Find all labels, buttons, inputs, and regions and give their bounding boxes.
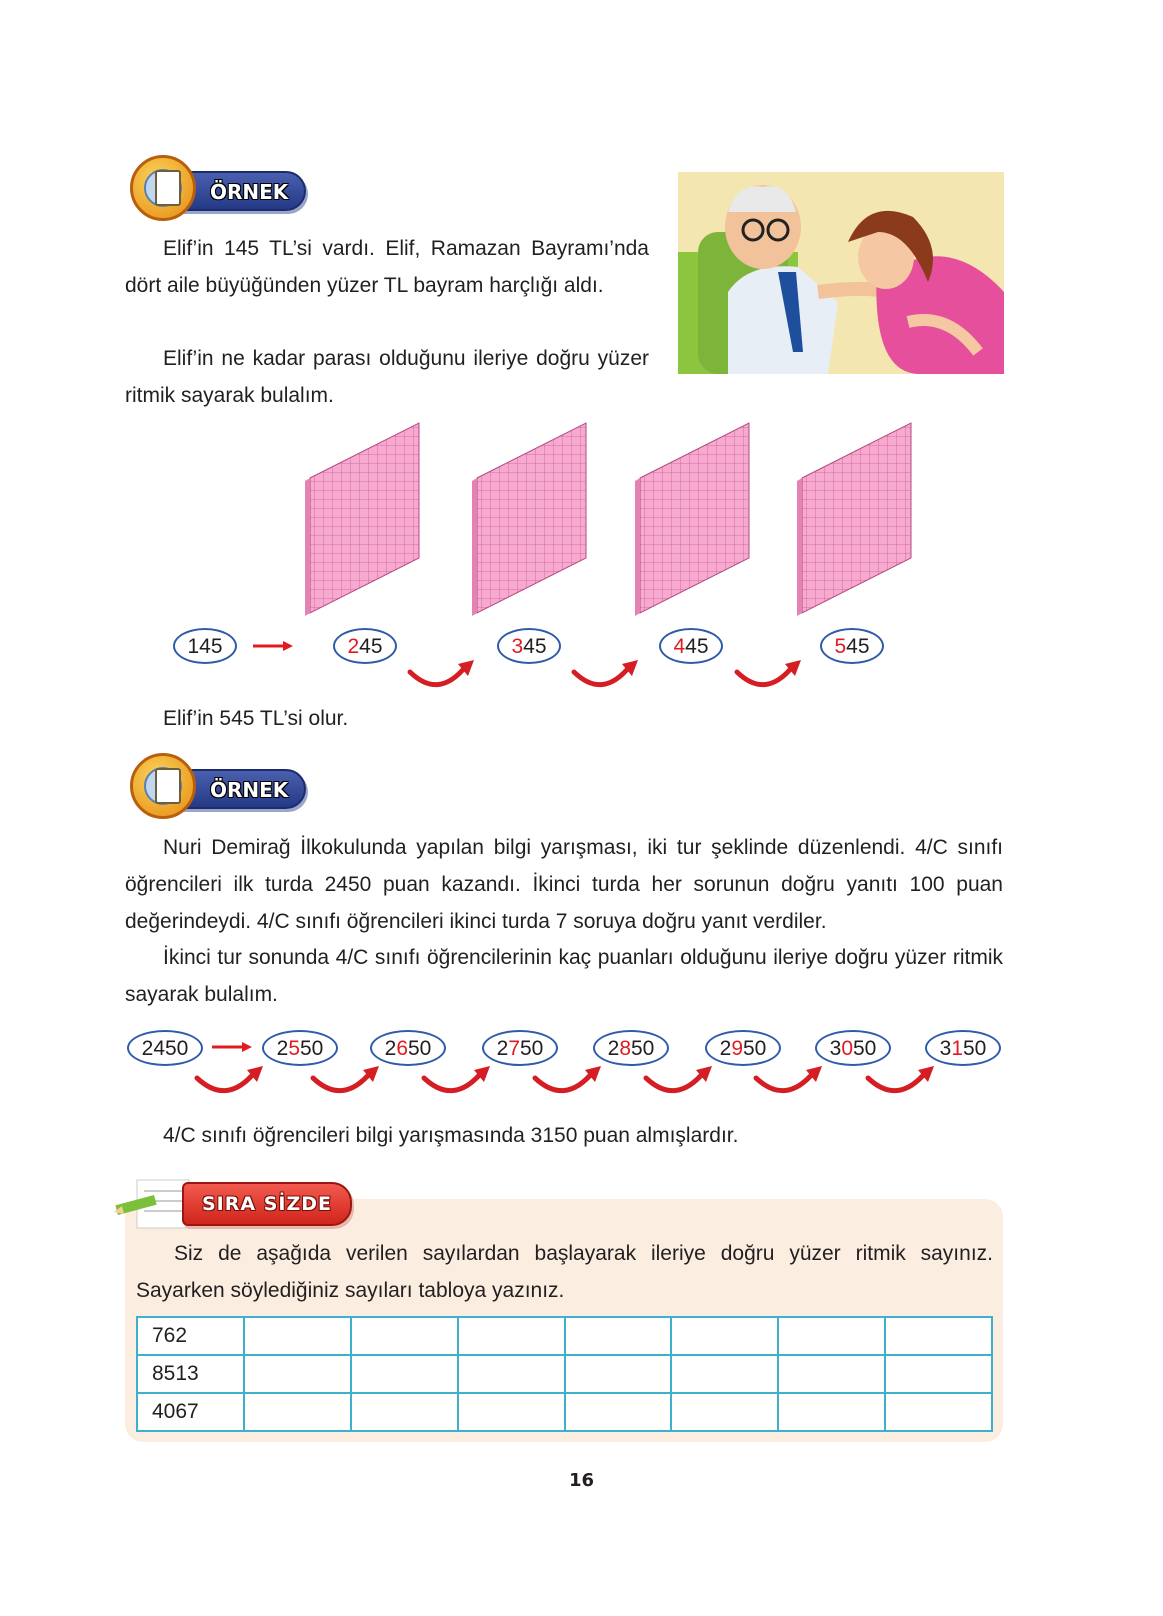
number-part: 2	[719, 1037, 732, 1060]
number-highlight-digit: 8	[619, 1037, 631, 1060]
table-row	[137, 1355, 992, 1393]
number-part: 50	[853, 1037, 877, 1060]
number-part: 45	[359, 635, 383, 658]
number-part: 3	[829, 1037, 842, 1060]
sira-sizde-instruction: Siz de aşağıda verilen sayılardan başlayarak ileriye doğru yüzer ritmik sayınız. Sayarken söylediğiniz sayıları tabloya yazınız.	[136, 1242, 993, 1302]
start-number-cell: 8513	[137, 1355, 244, 1393]
number-part: 50	[408, 1037, 432, 1060]
number-highlight-digit: 2	[347, 635, 360, 658]
number-part: 145	[187, 635, 223, 658]
number-part: 45	[846, 635, 870, 658]
answer-cell[interactable]	[244, 1393, 351, 1431]
answer-cell[interactable]	[778, 1317, 885, 1355]
sira-sizde-label: SIRA SİZDE	[202, 1193, 332, 1215]
example1-paragraph2: Elif’in ne kadar parası olduğunu ileriye doğru yüzer ritmik sayarak bulalım.	[125, 347, 649, 407]
ornek-label: ÖRNEK	[210, 778, 289, 802]
answer-cell[interactable]	[885, 1317, 992, 1355]
table-row	[137, 1393, 992, 1431]
answer-cell[interactable]	[458, 1355, 565, 1393]
curved-arrow-icon	[535, 1066, 601, 1091]
ornek-label: ÖRNEK	[210, 180, 289, 204]
right-arrow-icon	[212, 1042, 252, 1052]
number-highlight-digit: 5	[288, 1037, 300, 1060]
number-part: 50	[743, 1037, 767, 1060]
number-part: 3	[939, 1037, 952, 1060]
answer-cell[interactable]	[244, 1355, 351, 1393]
number-highlight-digit: 9	[731, 1037, 743, 1060]
answer-cell[interactable]	[458, 1393, 565, 1431]
answer-cell[interactable]	[351, 1393, 458, 1431]
answer-table	[136, 1316, 993, 1432]
answer-cell[interactable]	[244, 1317, 351, 1355]
number-part: 2	[496, 1037, 509, 1060]
answer-cell[interactable]	[565, 1317, 672, 1355]
pencil-note-icon	[112, 1176, 192, 1232]
start-number-cell: 4067	[137, 1393, 244, 1431]
number-part: 2	[276, 1037, 289, 1060]
answer-cell[interactable]	[778, 1393, 885, 1431]
example2-paragraph1: Nuri Demirağ İlkokulunda yapılan bilgi yarışması, iki tur şeklinde düzenlendi. 4/C sınıfı öğrencileri ilk turda 2450 puan kazandı. İkinci turda her sorunun doğru yanıtı 100 puan değerindeydi. 4/C sınıfı öğrencileri ikinci turda 7 soruya doğru yanıt verdiler.	[125, 836, 1003, 933]
number-part: 50	[631, 1037, 655, 1060]
number-part: 45	[523, 635, 547, 658]
sira-sizde-ribbon	[182, 1182, 352, 1226]
number-highlight-digit: 1	[951, 1037, 963, 1060]
answer-cell[interactable]	[671, 1393, 778, 1431]
curved-arrow-icon	[646, 1066, 712, 1091]
page-number: 16	[568, 1470, 595, 1491]
number-highlight-digit: 3	[511, 635, 524, 658]
answer-cell[interactable]	[885, 1355, 992, 1393]
curved-arrow-icon	[756, 1066, 822, 1091]
number-part: 2450	[141, 1037, 189, 1060]
sira-sizde-tag	[112, 1176, 357, 1232]
number-part: 2	[384, 1037, 397, 1060]
answer-cell[interactable]	[351, 1317, 458, 1355]
curved-arrow-icon	[313, 1066, 379, 1091]
example2-result: 4/C sınıfı öğrencileri bilgi yarışmasında 3150 puan almışlardır.	[163, 1124, 739, 1147]
table-row	[137, 1317, 992, 1355]
answer-cell[interactable]	[458, 1317, 565, 1355]
curved-arrow-icon	[868, 1066, 934, 1091]
number-part: 2	[607, 1037, 620, 1060]
answer-cell[interactable]	[671, 1355, 778, 1393]
answer-cell[interactable]	[778, 1355, 885, 1393]
answer-cell[interactable]	[565, 1393, 672, 1431]
number-part: 50	[300, 1037, 324, 1060]
example2-paragraph2: İkinci tur sonunda 4/C sınıfı öğrencilerinin kaç puanları olduğunu ileriye doğru yüzer ritmik sayarak bulalım.	[125, 946, 1003, 1006]
answer-cell[interactable]	[885, 1393, 992, 1431]
number-highlight-digit: 0	[841, 1037, 853, 1060]
answer-cell[interactable]	[671, 1317, 778, 1355]
number-part: 50	[963, 1037, 987, 1060]
number-highlight-digit: 5	[834, 635, 847, 658]
example1-paragraph1: Elif’in 145 TL’si vardı. Elif, Ramazan Bayramı’nda dört aile büyüğünden yüzer TL bayram harçlığı aldı.	[125, 237, 649, 297]
curved-arrow-icon	[197, 1066, 263, 1091]
example1-result: Elif’in 545 TL’si olur.	[163, 707, 349, 730]
curved-arrow-icon	[424, 1066, 490, 1091]
number-highlight-digit: 4	[673, 635, 686, 658]
number-highlight-digit: 6	[396, 1037, 408, 1060]
number-part: 50	[520, 1037, 544, 1060]
start-number-cell: 762	[137, 1317, 244, 1355]
number-part: 45	[685, 635, 709, 658]
answer-cell[interactable]	[351, 1355, 458, 1393]
answer-cell[interactable]	[565, 1355, 672, 1393]
number-highlight-digit: 7	[508, 1037, 520, 1060]
